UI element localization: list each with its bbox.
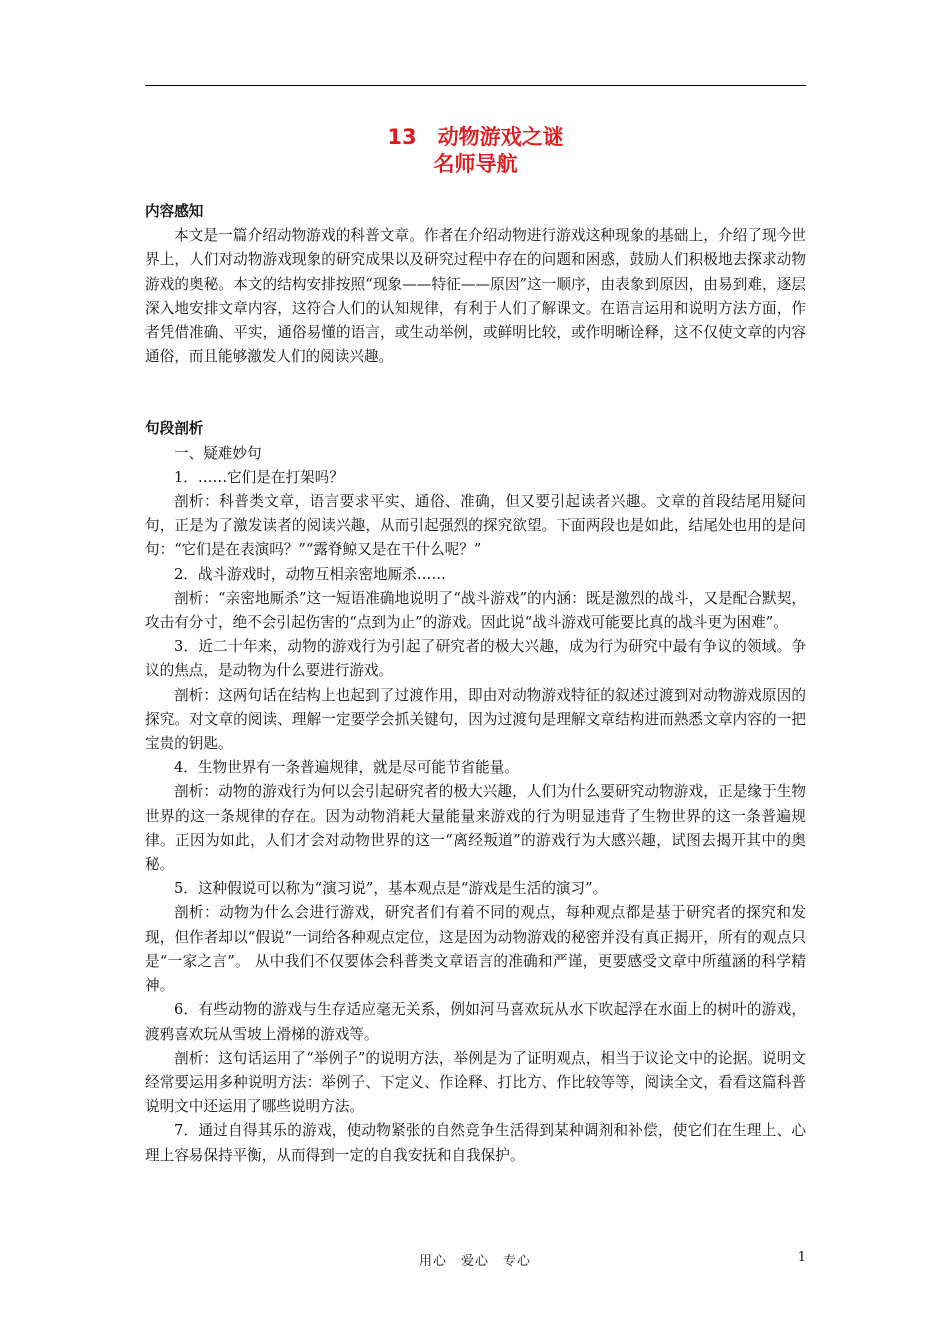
document-body (145, 200, 806, 1168)
quote-sentence: 1．……它们是在打架吗？ (174, 468, 344, 486)
title-line-1: 13 动物游戏之谜 (387, 125, 564, 149)
section-heading-analysis: 句段剖析 (145, 420, 204, 438)
quote-sentence: 4．生物世界有一条普遍规律，就是尽可能节省能量。 (174, 759, 519, 777)
quote-sentence: 5．这种假说可以称为“演习说”，基本观点是“游戏是生活的演习”。 (174, 880, 608, 898)
section-gap (145, 369, 806, 417)
header-rule (145, 85, 806, 86)
analysis-paragraph: 剖析：这句话运用了“举例子”的说明方法，举例是为了证明观点，相当于议论文中的论据。说明文经常要运用多种说明方法：举例子、下定义、作诠释、打比方、作比较等等，阅读全文，看看这篇科普说明文中还运用了哪些说明方法。 (145, 1049, 806, 1116)
page-number: 1 (797, 1250, 806, 1265)
quote-sentence: 7．通过自得其乐的游戏，使动物紧张的自然竞争生活得到某种调剂和补偿，使它们在生理上、心理上容易保持平衡，从而得到一定的自我安抚和自我保护。 (145, 1122, 806, 1164)
subheading: 一、疑难妙句 (174, 444, 262, 462)
quote-sentence: 3．近二十年来，动物的游戏行为引起了研究者的极大兴趣，成为行为研究中最有争议的领域。争议的焦点，是动物为什么要进行游戏。 (145, 638, 806, 680)
section-heading-content: 内容感知 (145, 203, 204, 220)
analysis-paragraph: 剖析：科普类文章，语言要求平实、通俗、准确，但又要引起读者兴趣。文章的首段结尾用疑问句，正是为了激发读者的阅读兴趣，从而引起强烈的探究欲望。下面两段也是如此，结尾处也用的是问句：“它们是在表演吗？”“露脊鲸又是在干什么呢？” (145, 493, 806, 559)
analysis-paragraph: 剖析：动物的游戏行为何以会引起研究者的极大兴趣，人们为什么要研究动物游戏，正是缘于生物世界的这一条规律的存在。因为动物消耗大量能量来游戏的行为明显违背了生物世界的这一条普遍规律。正因为如此，人们才会对动物世界的这一“离经叛道”的游戏行为大感兴趣，试图去揭开其中的奥秘。 (145, 783, 806, 874)
footer-slogan: 用心 爱心 专心 (418, 1254, 531, 1269)
document-title (145, 124, 806, 178)
title-line-2: 名师导航 (433, 152, 518, 176)
quote-sentence: 6．有些动物的游戏与生存适应毫无关系，例如河马喜欢玩从水下吹起浮在水面上的树叶的游戏，渡鸦喜欢玩从雪坡上滑梯的游戏等。 (145, 1001, 806, 1043)
analysis-paragraph: 剖析：“亲密地厮杀”这一短语准确地说明了“战斗游戏”的内涵：既是激烈的战斗，又是配合默契，攻击有分寸，绝不会引起伤害的“点到为止”的游戏。因此说“战斗游戏可能要比真的战斗更为困难”。 (145, 589, 806, 632)
section-paragraph: 本文是一篇介绍动物游戏的科普文章。作者在介绍动物进行游戏这种现象的基础上，介绍了现今世界上，人们对动物游戏现象的研究成果以及研究过程中存在的问题和困惑，鼓励人们积极地去探求动物游戏的奥秘。本文的结构安排按照“现象——特征——原因”这一顺序，由表象到原因，由易到难，逐层深入地安排文章内容，这符合人们的认知规律，有利于人们了解课文。在语言运用和说明方法方面，作者凭借准确、平实，通俗易懂的语言，或生动举例，或鲜明比较，或作明晰诠释，这不仅使文章的内容通俗，而且能够激发人们的阅读兴趣。 (145, 227, 806, 366)
analysis-paragraph: 剖析：动物为什么会进行游戏，研究者们有着不同的观点，每种观点都是基于研究者的探究和发现，但作者却以“假说”一词给各种观点定位，这是因为动物游戏的秘密并没有真正揭开，所有的观点只是“一家之言”。 从中我们不仅要体会科普类文章语言的准确和严谨，更要感受文章中所蕴涵的科学精神。 (145, 904, 806, 995)
analysis-paragraph: 剖析：这两句话在结构上也起到了过渡作用，即由对动物游戏特征的叙述过渡到对动物游戏原因的探究。对文章的阅读、理解一定要学会抓关键句，因为过渡句是理解文章结构进而熟悉文章内容的一把宝贵的钥匙。 (145, 686, 806, 753)
quote-sentence: 2．战斗游戏时，动物互相亲密地厮杀…… (174, 565, 446, 583)
